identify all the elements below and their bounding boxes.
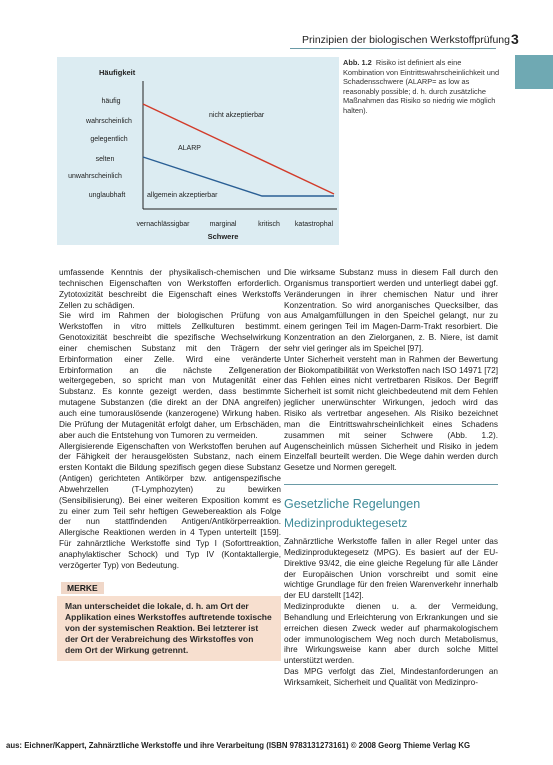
region-label-alarp: ALARP [178, 145, 201, 152]
right-paragraph-3: Zahnärztliche Werkstoffe fallen in aller Regel unter das Medizinproduktegesetz (MPG). Es basiert auf der EU-Direktive 93/42, die eine gleiche Regelung für alle Länder der Europäischen Union vorschreibt und somit eine wichtige Grundlage für den freien Warenverkehr innerhalb der EU darstellt [142]. [284, 537, 498, 601]
x-label-1: vernachlässigbar [136, 221, 190, 228]
left-paragraph-3: Allergisierende Eigenschaften von Werkstoffen beruhen auf der Fähigkeit der herausgelösten Substanz, nach einem ersten Kontakt die Bildung spezifisch gegen diese Substanz (Antigen) gerichteten Antikörper bzw. antigenspezifische Abwehrzellen (T-Lymphozyten) zu bewirken (Sensibilisierung). Bei einer weiteren Exposition kommt es zu einer zum Teil sehr heftigen Gewebereaktion als Folge der nun stattfindenden Antigen/Antikörperreaktion. Allergische Reaktionen werden in 4 Typen unterteilt [159]. Für zahnärztliche Werkstoffe sind Typ I (Soforttreaktion, anaphylaktischer Schock) und Typ IV (Kontaktallergie, verzögerter Typ) von Bedeutung. [59, 441, 281, 570]
x-label-2: marginal [209, 221, 237, 228]
running-title: Prinzipien der biologischen Werkstoffprüfung [302, 34, 510, 46]
x-label-3: kritisch [258, 221, 280, 228]
right-paragraph-5: Das MPG verfolgt das Ziel, Mindestanforderungen an Wirksamkeit, Sicherheit und Qualität von Medizinpro- [284, 667, 498, 687]
risk-diagram [57, 57, 339, 245]
y-label-3: gelegentlich [90, 136, 128, 143]
caption-label: Abb. 1.2 [343, 58, 372, 67]
right-paragraph-2: Unter Sicherheit versteht man in Rahmen der Bewertung der Biokompatibilität von Werkstoffen nach ISO 14971 [72] das Fehlen eines nicht vertretbaren Risikos. Der Begriff Sicherheit ist somit nicht gleichbedeutend mit dem Fehlen jeglicher unerwünschter Wirkungen, jedoch wird das Risiko als vertretbar angesehen. Als Risiko bezeichnet man die Eintrittswahrscheinlichkeit eines Schadens zusammen mit seiner Schwere (Abb. 1.2). Augenscheinlich müssen Sicherheit und Risiko in jedem Einzelfall beurteilt werden. Die Wege dahin werden durch Gesetze und Normen geregelt. [284, 354, 498, 473]
merke-box [57, 578, 281, 661]
caption-text: Risiko ist definiert als eine Kombination von Eintrittswahrscheinlichkeit und Schadensschwere (ALARP= as low as reasonably possible; d. h. durch zusätzliche Maßnahmen das Risiko so niedrig wie möglich halten). [343, 58, 500, 115]
header-rule [290, 48, 496, 49]
section-heading: Gesetzliche Regelungen [284, 497, 421, 512]
left-paragraph-1: umfassende Kenntnis der physikalisch-chemischen und technischen Eigenschaften von Werkstoffen erforderlich. Zytotoxizität beschreibt die Eigenschaft eines Werkstoffs Zellen zu schädigen. [59, 268, 281, 310]
region-label-acceptable: allgemein akzeptierbar [147, 192, 218, 199]
page-number: 3 [511, 31, 519, 47]
right-paragraph-4: Medizinprodukte dienen u. a. der Vermeidung, Behandlung und Erleichterung von Erkrankungen und sie erreichen diesen Zweck weder auf pharmakologischem oder immunologischem Weg noch durch Metabolismus, ihre Wirkungsweise kann aber durch solche Mittel unterstützt werden. [284, 602, 498, 666]
source-footer: aus: Eichner/Kappert, Zahnärztliche Werkstoffe und ihre Verarbeitung (ISBN 9783131273161) © 2008 Georg Thieme Verlag KG [6, 741, 471, 750]
merke-label: MERKE [61, 582, 104, 594]
y-axis-title: Häufigkeit [99, 68, 136, 77]
subsection-heading: Medizinproduktegesetz [284, 516, 408, 531]
left-column [59, 268, 281, 572]
right-column [284, 268, 498, 689]
y-label-2: wahrscheinlich [86, 118, 132, 125]
merke-text: Man unterscheidet die lokale, d. h. am Ort der Applikation eines Werkstoffes auftretende toxische von der systemischen Reaktion. Bei letzterer ist der Ort der Verabreichung des Wirkstoffes von dem Ort der Wirkung getrennt. [57, 596, 281, 661]
y-label-6: unglaubhaft [88, 192, 126, 199]
y-label-5: unwahrscheinlich [68, 173, 122, 180]
lower-boundary-line [143, 157, 334, 196]
figure-caption [343, 58, 501, 116]
left-paragraph-2: Sie wird im Rahmen der biologischen Prüfung von Werkstoffen in vitro mittels Zellkulturen bestimmt. Genotoxizität beschreibt die spezifische Wechselwirkung einer chemischen Substanz mit den Trägern der Erbinformation einer Zelle. Wird eine veränderte Erbinformation an die nächste Zellgeneration weitergegeben, so spricht man von Mutagenität einer Substanz. Es konnte gezeigt werden, dass bestimmte mutagene Substanzen (die direkt an der DNA angreifen) auch eine tumorauslösende (kanzerogene) Wirkung haben. Die Prüfung der Mutagenität erfolgt daher, um Erbschäden, aber auch die Entstehung von Tumoren zu vermeiden. [59, 311, 281, 440]
region-label-not-acceptable: nicht akzeptierbar [209, 112, 265, 119]
chapter-tab [515, 55, 553, 89]
section-rule [284, 484, 498, 485]
right-paragraph-1: Die wirksame Substanz muss in diesem Fall durch den Organismus transportiert werden und unterliegt dabei ggf. Veränderungen in ihrer chemischen Natur und ihrer Konzentration. So wird anorganisches Quecksilber, das aus Amalgamfüllungen in den Speichel gelangt, nur zu einem geringen Teil im Magen-Darm-Trakt resorbiert. Die Konzentration an den Zielorganen, z. B. Niere, ist damit sehr viel geringer als im Speichel [97]. [284, 268, 498, 353]
x-axis-title: Schwere [207, 232, 239, 241]
y-label-4: selten [95, 156, 115, 163]
x-label-4: katastrophal [294, 221, 334, 228]
y-label-1: häufig [101, 98, 121, 105]
risk-figure [57, 57, 339, 245]
